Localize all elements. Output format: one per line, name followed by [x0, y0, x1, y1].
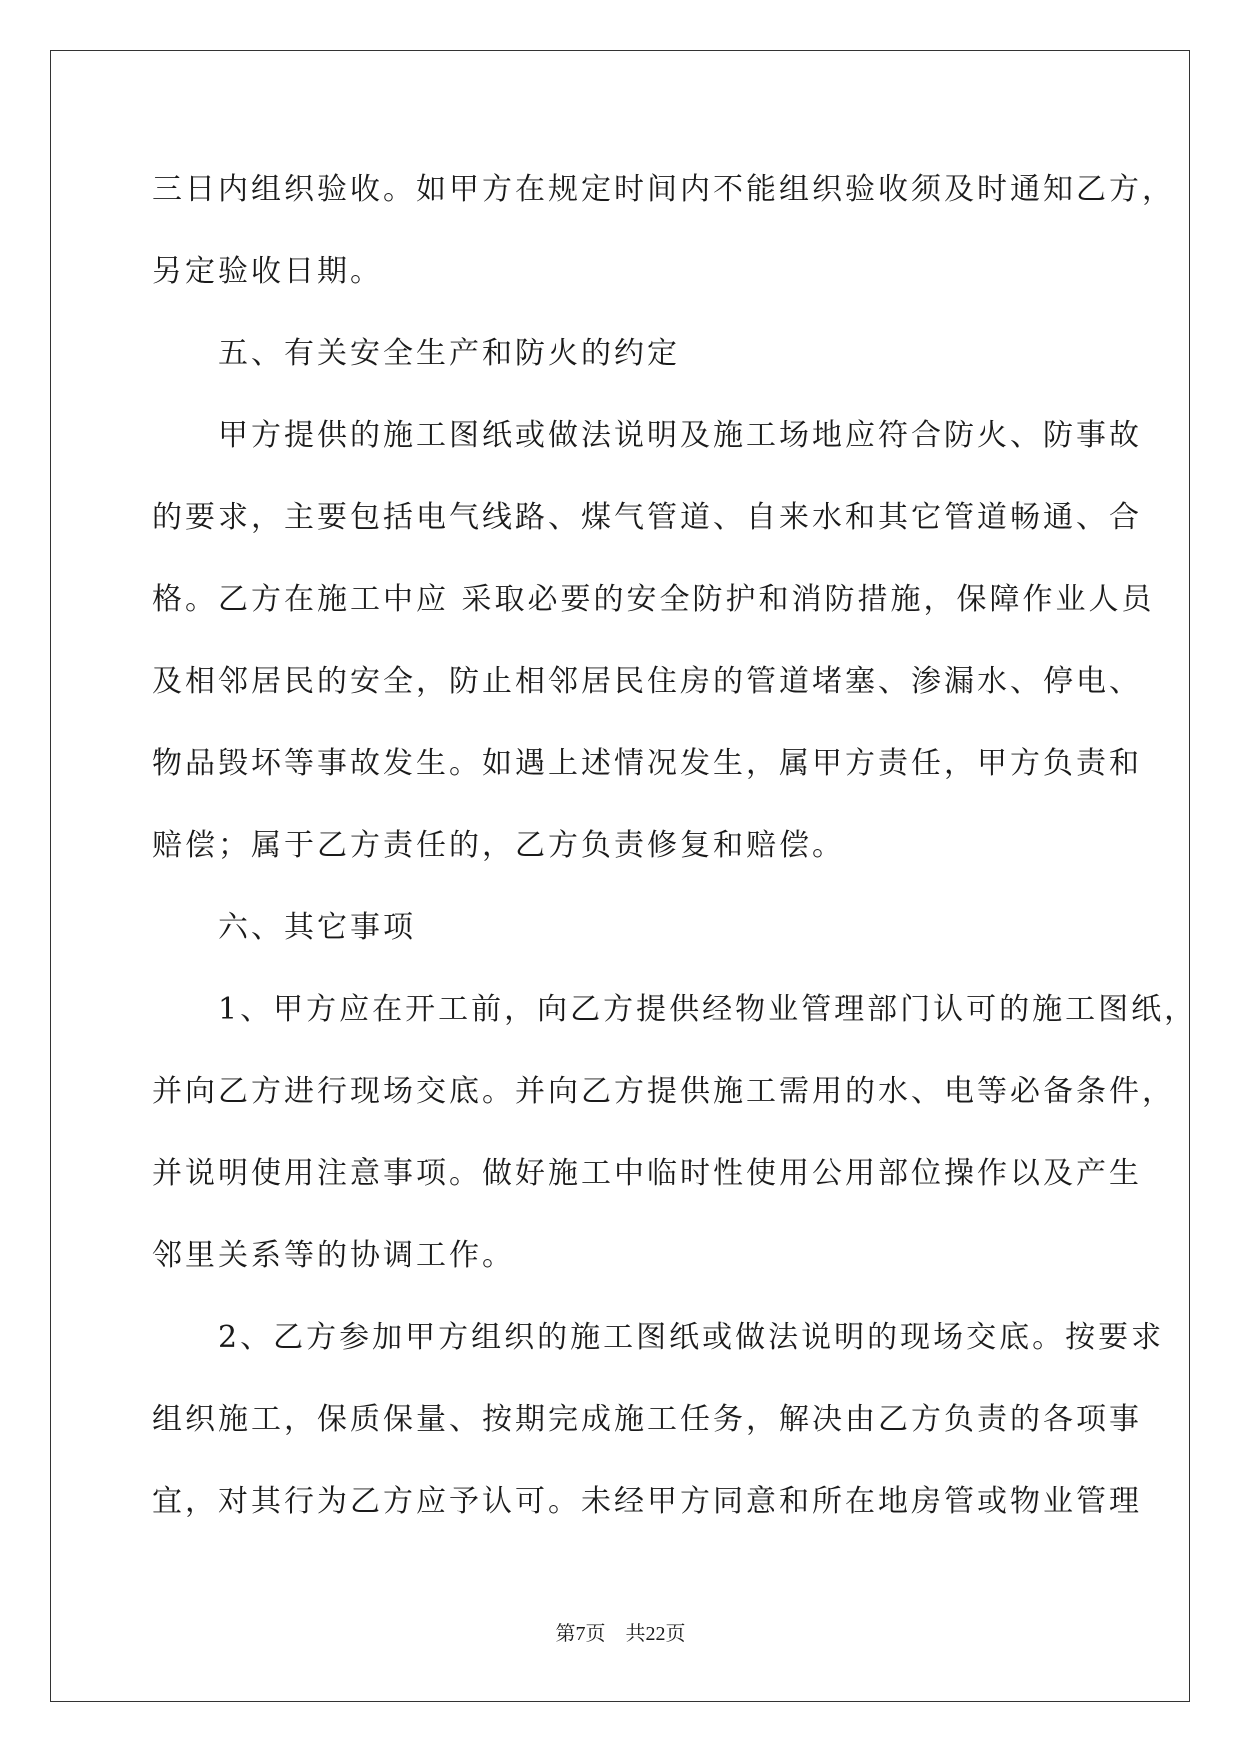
text-line: 组织施工，保质保量、按期完成施工任务，解决由乙方负责的各项事 — [152, 1402, 1142, 1437]
text-line: 赔偿；属于乙方责任的，乙方负责修复和赔偿。 — [152, 828, 845, 863]
text-line: 三日内组织验收。如甲方在规定时间内不能组织验收须及时通知乙方， — [152, 172, 1175, 207]
section-heading: 六、其它事项 — [152, 910, 416, 945]
text-line: 并向乙方进行现场交底。并向乙方提供施工需用的水、电等必备条件， — [152, 1074, 1175, 1109]
text-line: 另定验收日期。 — [152, 254, 383, 289]
text-line: 的要求，主要包括电气线路、煤气管道、自来水和其它管道畅通、合 — [152, 500, 1142, 535]
text-line: 格。乙方在施工中应 采取必要的安全防护和消防措施，保障作业人员 — [152, 582, 1155, 617]
text-line: 物品毁坏等事故发生。如遇上述情况发生，属甲方责任，甲方负责和 — [152, 746, 1142, 781]
text-line: 甲方提供的施工图纸或做法说明及施工场地应符合防火、防事故 — [152, 418, 1142, 453]
text-line: 宜，对其行为乙方应予认可。未经甲方同意和所在地房管或物业管理 — [152, 1484, 1142, 1519]
document-body — [152, 160, 1198, 1554]
section-heading: 五、有关安全生产和防火的约定 — [152, 336, 680, 371]
text-line: 并说明使用注意事项。做好施工中临时性使用公用部位操作以及产生 — [152, 1156, 1142, 1191]
page-footer — [0, 1622, 1241, 1646]
text-line: 及相邻居民的安全，防止相邻居民住房的管道堵塞、渗漏水、停电、 — [152, 664, 1142, 699]
text-line: 1、甲方应在开工前，向乙方提供经物业管理部门认可的施工图纸， — [152, 992, 1198, 1027]
page-number: 第7页 共22页 — [555, 1623, 686, 1645]
text-line: 2、乙方参加甲方组织的施工图纸或做法说明的现场交底。按要求 — [152, 1320, 1165, 1355]
text-line: 邻里关系等的协调工作。 — [152, 1238, 515, 1273]
